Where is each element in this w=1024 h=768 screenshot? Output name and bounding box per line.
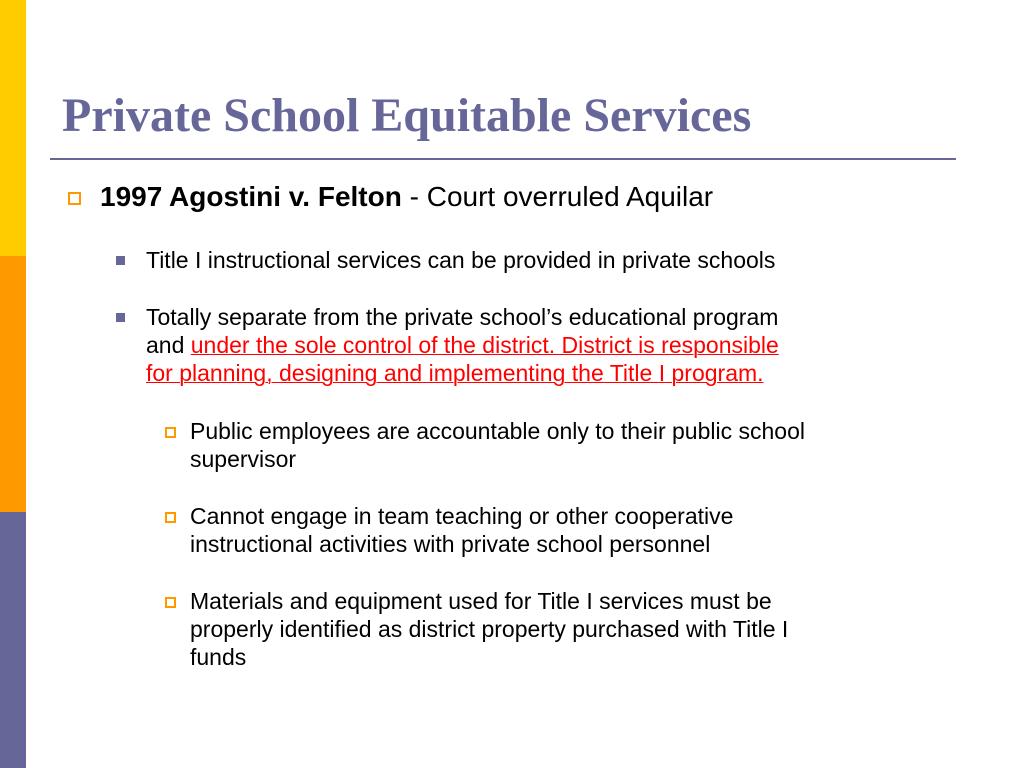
hollow-square-icon — [165, 512, 176, 523]
sub-bullet-line — [146, 331, 946, 359]
slide-title: Private School Equitable Services — [62, 89, 752, 142]
sub-sub-bullet-line: supervisor — [190, 446, 297, 472]
sub-sub-bullet-line: Materials and equipment used for Title I services must be — [190, 588, 772, 614]
hollow-square-icon — [165, 597, 176, 608]
filled-square-icon — [116, 313, 125, 322]
sub-bullet-line: Totally separate from the private school’s educational program — [146, 304, 779, 330]
bullet-agostini — [100, 180, 713, 214]
sub-sub-bullet-materials — [190, 587, 970, 671]
emphasis-text: under the sole control of the district. District is responsible — [190, 332, 779, 358]
bullet-case-name: 1997 Agostini v. Felton — [100, 181, 402, 212]
filled-square-icon — [116, 256, 125, 265]
sub-sub-bullet-line: Cannot engage in team teaching or other cooperative — [190, 503, 734, 529]
hollow-square-icon — [165, 427, 176, 438]
sub-bullet-separate-program — [146, 303, 946, 387]
sub-bullet-prefix: and — [146, 332, 191, 358]
bullet-case-text: - Court overruled Aquilar — [401, 181, 714, 212]
sub-sub-bullet-line: Public employees are accountable only to their public school — [190, 418, 805, 444]
sub-bullet-text: Title I instructional services can be provided in private schools — [146, 247, 776, 273]
sub-sub-bullet-team-teaching — [190, 502, 970, 558]
sub-sub-bullet-line: properly identified as district property purchased with Title I — [190, 616, 789, 642]
hollow-square-icon — [68, 192, 81, 205]
sub-sub-bullet-public-employees — [190, 417, 970, 473]
sub-sub-bullet-line: funds — [190, 644, 247, 670]
emphasis-text: for planning, designing and implementing the Title I program. — [146, 360, 764, 386]
sub-sub-bullet-line: instructional activities with private school personnel — [190, 531, 711, 557]
sub-bullet-instructional-services — [146, 246, 946, 274]
